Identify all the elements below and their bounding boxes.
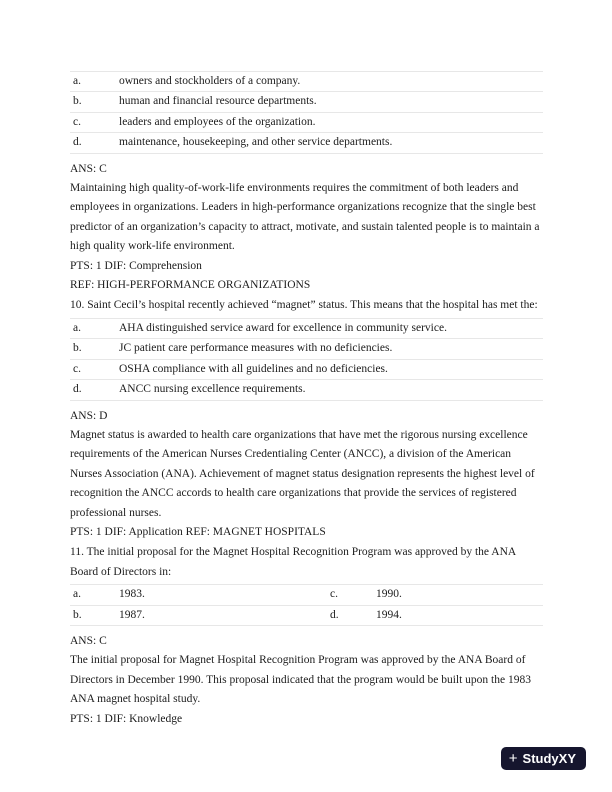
option-letter: a. <box>73 75 81 87</box>
q10-pts: PTS: 1 DIF: Application REF: MAGNET HOSPITALS <box>70 525 326 538</box>
q10-rationale: Magnet status is awarded to health care organizations that have met the rigorous nursing excellence requirements of the American Nurses Credentialing Center (ANCC), a division of the American Nurses Association (ANA). Achievement of magnet status designation represents the highest level of recognition the ANCC accords to health care organizations that provide the services of registered professional nurses. <box>70 428 535 519</box>
option-text: JC patient care performance measures with no deficiencies. <box>119 342 393 355</box>
logo-text: StudyXY <box>522 751 576 766</box>
page-content <box>70 71 543 729</box>
option-row <box>70 605 543 625</box>
option-row <box>70 318 543 338</box>
option-letter: c. <box>330 588 338 601</box>
option-row <box>70 584 543 604</box>
option-row <box>70 91 543 111</box>
q10-answer: ANS: D <box>70 409 108 422</box>
option-letter: d. <box>73 383 82 396</box>
q11-stem: 11. The initial proposal for the Magnet Hospital Recognition Program was approved by the ANA Board of Directors in: <box>70 546 516 578</box>
option-text: 1987. <box>119 608 145 621</box>
option-text: AHA distinguished service award for excellence in community service. <box>119 321 447 334</box>
option-text: leaders and employees of the organization. <box>119 115 316 128</box>
option-letter: b. <box>73 342 82 355</box>
q9-answer: ANS: C <box>70 162 107 175</box>
q9-rationale: Maintaining high quality-of-work-life environments requires the commitment of both leaders and employees in organizations. Leaders in high-performance organizations recognize that the single best predictor of an organization’s capacity to attract, motivate, and sustain talented people is to maintain a high quality work-life environment. <box>70 182 540 253</box>
q11-pts: PTS: 1 DIF: Knowledge <box>70 712 183 725</box>
option-text: 1983. <box>119 588 145 601</box>
q11-options-table <box>70 584 543 626</box>
q9-ref: REF: HIGH-PERFORMANCE ORGANIZATIONS <box>70 279 311 292</box>
option-text: maintenance, housekeeping, and other service departments. <box>119 136 393 149</box>
option-letter: c. <box>73 362 81 375</box>
option-letter: a. <box>73 588 81 601</box>
option-text: 1990. <box>376 588 402 601</box>
q10-stem: 10. Saint Cecil’s hospital recently achieved “magnet” status. This means that the hospital has met the: <box>70 299 538 312</box>
option-text: human and financial resource departments. <box>119 95 317 108</box>
option-row <box>70 112 543 132</box>
option-letter: b. <box>73 95 82 108</box>
option-text: owners and stockholders of a company. <box>119 75 301 87</box>
option-row <box>70 379 543 399</box>
q9-options-table <box>70 71 543 154</box>
option-row <box>70 359 543 379</box>
option-letter: b. <box>73 608 82 621</box>
option-text: ANCC nursing excellence requirements. <box>119 383 306 396</box>
studyxy-logo-badge <box>501 747 586 770</box>
option-letter: a. <box>73 321 81 334</box>
option-row <box>70 132 543 152</box>
option-text: OSHA compliance with all guidelines and no deficiencies. <box>119 362 388 375</box>
option-row <box>70 71 543 91</box>
option-row <box>70 338 543 358</box>
option-letter: d. <box>330 608 339 621</box>
q11-answer: ANS: C <box>70 634 107 647</box>
q10-options-table <box>70 318 543 401</box>
plus-icon: + <box>508 750 518 767</box>
option-text: 1994. <box>376 608 402 621</box>
option-letter: d. <box>73 136 82 149</box>
option-letter: c. <box>73 115 81 128</box>
q9-pts: PTS: 1 DIF: Comprehension <box>70 259 202 272</box>
q11-rationale: The initial proposal for Magnet Hospital Recognition Program was approved by the ANA Board of Directors in December 1990. This proposal indicated that the program would be built upon the 1983 ANA magnet hospital study. <box>70 654 531 706</box>
